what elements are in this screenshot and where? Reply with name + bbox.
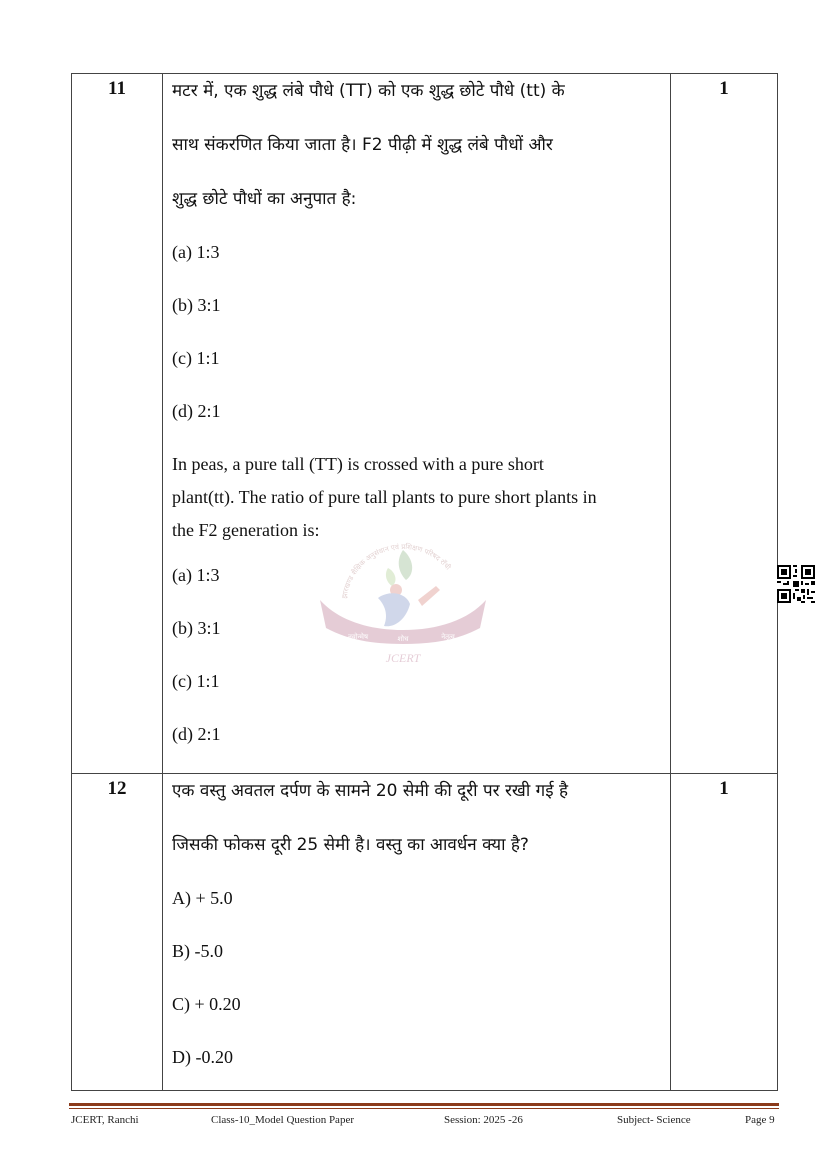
option-c: (c) 1:1	[172, 348, 220, 368]
option-d: (d) 2:1	[172, 724, 221, 744]
watermark-ring-text: झारखण्ड शैक्षिक अनुसंधान एवं प्रशिक्षण परिषद राँची	[340, 542, 452, 600]
ribbon-text: नवोन्मेष	[347, 633, 369, 641]
option-d: (d) 2:1	[172, 401, 221, 421]
question-marks: 1	[671, 74, 778, 774]
hindi-question-line: साथ संकरणित किया जाता है। F2 पीढ़ी में शुद्ध लंबे पौधों और	[172, 135, 553, 155]
question-content	[163, 74, 671, 774]
question-marks: 1	[671, 774, 778, 1091]
footer-org: JCERT, Ranchi	[71, 1114, 139, 1126]
question-number: 11	[72, 74, 163, 774]
english-question-line: In peas, a pure tall (TT) is crossed with a pure short	[172, 454, 544, 474]
option-c: (c) 1:1	[172, 671, 220, 691]
option-b: (b) 3:1	[172, 295, 221, 315]
footer-session: Session: 2025 -26	[444, 1114, 523, 1126]
option-d: D) -0.20	[172, 1047, 233, 1067]
footer-rule	[69, 1108, 779, 1109]
hindi-question-line: मटर में, एक शुद्ध लंबे पौधे (TT) को एक शुद्ध छोटे पौधे (tt) के	[172, 81, 565, 101]
question-table	[71, 73, 778, 1091]
footer-rule	[69, 1103, 779, 1106]
footer-subject: Subject- Science	[617, 1114, 691, 1126]
option-b: (b) 3:1	[172, 618, 221, 638]
question-number: 12	[72, 774, 163, 1091]
question-row-12	[72, 774, 778, 1091]
question-row-11	[72, 74, 778, 774]
ribbon-text: शोध	[397, 635, 409, 643]
option-b: B) -5.0	[172, 941, 223, 961]
qr-code-icon	[777, 565, 815, 603]
question-content	[163, 774, 671, 1091]
option-a: (a) 1:3	[172, 242, 220, 262]
option-c: C) + 0.20	[172, 994, 241, 1014]
english-question-line: the F2 generation is:	[172, 520, 320, 540]
hindi-question-line: एक वस्तु अवतल दर्पण के सामने 20 सेमी की दूरी पर रखी गई है	[172, 781, 568, 801]
english-question-line: plant(tt). The ratio of pure tall plants to pure short plants in	[172, 487, 597, 507]
footer-paper: Class-10_Model Question Paper	[211, 1114, 354, 1126]
hindi-question-line: शुद्ध छोटे पौधों का अनुपात है:	[172, 189, 357, 209]
footer-page-number: Page 9	[745, 1114, 775, 1126]
watermark-acronym: JCERT	[385, 651, 421, 665]
hindi-question-line: जिसकी फोकस दूरी 25 सेमी है। वस्तु का आवर्धन क्या है?	[172, 835, 529, 855]
option-a: A) + 5.0	[172, 888, 233, 908]
english-question	[172, 448, 662, 547]
option-a: (a) 1:3	[172, 565, 220, 585]
ribbon-text: नेतृत्व	[441, 633, 455, 641]
